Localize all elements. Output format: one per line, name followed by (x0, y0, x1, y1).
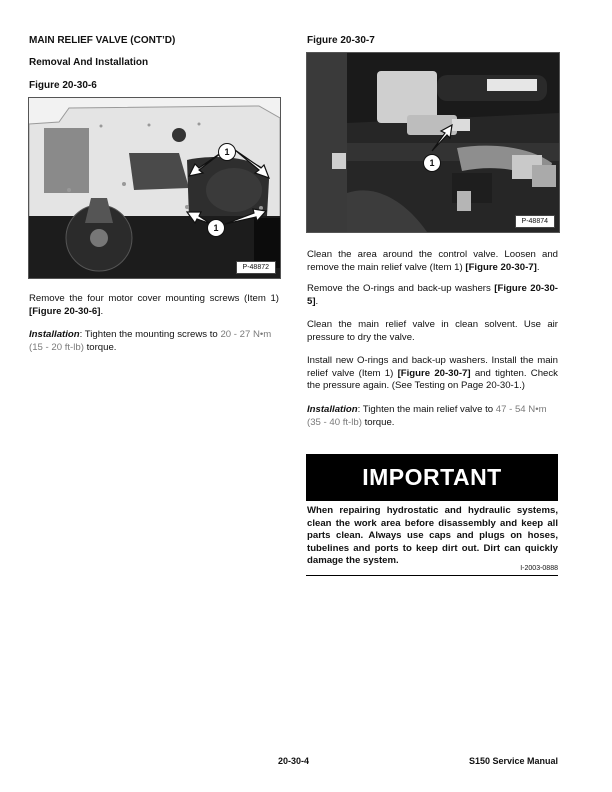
figure-reference: [Figure 20-30-7] (397, 367, 471, 379)
page-number: 20-30-4 (278, 756, 310, 766)
step-end: . (100, 305, 104, 317)
installation-end: torque. (364, 416, 395, 428)
step-remove-screws (29, 293, 279, 318)
important-rule (306, 575, 558, 576)
callout-item-1-upper: 1 (218, 143, 236, 161)
figure-photo-motor-cover (28, 97, 281, 279)
step-end: . (315, 295, 319, 307)
step-remove-relief-valve (307, 249, 558, 274)
manual-title: S150 Service Manual (468, 756, 558, 766)
installation-text: : Tighten the main relief valve to (357, 404, 494, 415)
installation-label: Installation (29, 329, 80, 340)
figure-photo-relief-valve (306, 52, 560, 233)
step-remove-orings (307, 283, 558, 308)
figure-reference: [Figure 20-30-7] (465, 261, 537, 273)
torque-spec: 47 - 54 N•m (35 - 40 ft-lb) (307, 404, 547, 428)
step-text-continued: and tighten. Check the pressure again. (See Testing on Page 20-30-1.) (307, 367, 558, 391)
figure-reference: [Figure 20-30-6] (29, 305, 101, 317)
step-text: Clean the area around the control valve. Loosen and remove the main relief valve (Item 1) (307, 249, 558, 273)
installation-end: torque. (86, 341, 117, 353)
figure-label-20-30-7: Figure 20-30-7 (307, 35, 375, 46)
photo-number: P-48872 (236, 261, 276, 274)
important-text: When repairing hydrostatic and hydraulic systems, clean the work area before disassembly and keep all parts clean. Always use caps and plugs on hoses, tubelines and ports to keep dirt out. Dirt can quickly damage the system. (307, 505, 558, 566)
step-text: Install new O-rings and back-up washers. Install the main relief valve (Item 1) (307, 355, 558, 379)
section-title: MAIN RELIEF VALVE (CONT’D) (29, 35, 176, 46)
installation-text: : Tighten the mounting screws to (79, 329, 218, 340)
motor-cover-photo-illustration (29, 98, 280, 278)
callout-item-1-lower: 1 (207, 219, 225, 237)
installation-note-screws (29, 329, 279, 354)
step-end: . (536, 261, 540, 273)
relief-valve-photo-illustration (307, 53, 559, 232)
step-install-orings (307, 355, 558, 393)
figure-label-20-30-6: Figure 20-30-6 (29, 80, 97, 91)
torque-spec: 20 - 27 N•m (15 - 20 ft-lb) (29, 329, 272, 353)
subsection-title: Removal And Installation (29, 57, 149, 68)
important-banner: IMPORTANT (306, 454, 558, 501)
installation-label: Installation (307, 404, 358, 415)
step-clean-valve: Clean the main relief valve in clean solvent. Use air pressure to dry the valve. (307, 319, 558, 343)
callout-item-1: 1 (423, 154, 441, 172)
important-code: I-2003-0888 (520, 565, 558, 572)
installation-note-valve (307, 404, 558, 429)
photo-number: P-48874 (515, 215, 555, 228)
step-text: Remove the O-rings and back-up washers (307, 283, 491, 294)
step-text: Remove the four motor cover mounting screws (Item 1) (29, 293, 279, 304)
figure-reference: [Figure 20-30-5] (307, 283, 558, 307)
